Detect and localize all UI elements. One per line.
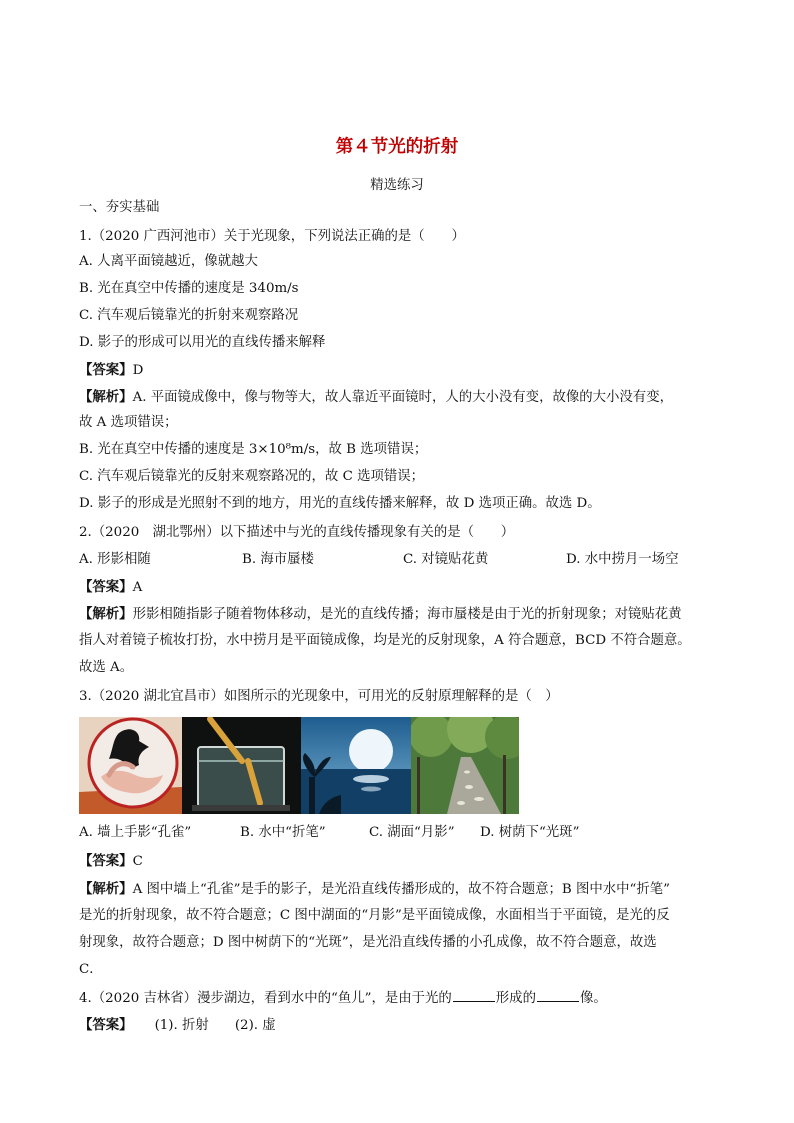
answer-value: C bbox=[132, 854, 143, 869]
q4-stem-part: 像。 bbox=[579, 991, 607, 1006]
section-heading: 一、夯实基础 bbox=[79, 200, 160, 215]
q1-option-c: C. 汽车观后镜靠光的折射来观察路况 bbox=[79, 308, 299, 323]
bent-pencil-image bbox=[182, 717, 301, 814]
q3-stem: 3.（2020 湖北宜昌市）如图所示的光现象中，可用光的反射原理解释的是（ ） bbox=[79, 689, 559, 704]
q1-analysis-line bbox=[79, 388, 673, 407]
answer-blank bbox=[453, 989, 495, 1002]
q4-stem-part: 形成的 bbox=[495, 991, 536, 1006]
page-subtitle: 精选练习 bbox=[370, 178, 424, 193]
analysis-tag: 【解析】 bbox=[79, 606, 133, 622]
page-title: 第４节光的折射 bbox=[335, 137, 459, 157]
q3-analysis-line: C． bbox=[79, 962, 103, 977]
q2-option-b: B. 海市蜃楼 bbox=[242, 552, 314, 567]
moon-reflection-image bbox=[301, 717, 411, 814]
q2-option-a: A. 形影相随 bbox=[79, 552, 151, 567]
analysis-text: A 图中墙上“孔雀”是手的影子，是光沿直线传播形成的，故不符合题意；B 图中水中“折笔” bbox=[132, 882, 671, 897]
answer-value: A bbox=[132, 580, 143, 595]
answer-tag: 【答案】 bbox=[79, 362, 133, 378]
q2-analysis-line bbox=[79, 605, 682, 624]
q2-option-c: C. 对镜贴花黄 bbox=[403, 552, 489, 567]
answer-value: (2). 虚 bbox=[234, 1018, 276, 1033]
q4-stem-part: 4.（2020 吉林省）漫步湖边，看到水中的“鱼儿”，是由于光的 bbox=[79, 991, 452, 1006]
q1-analysis-line: 故 A 选项错误； bbox=[79, 415, 178, 430]
q3-analysis-line: 射现象，故符合题意；D 图中树荫下的“光斑”，是光沿直线传播的小孔成像，故不符合题意，故选 bbox=[79, 935, 657, 950]
analysis-text: A. 平面镜成像中，像与物等大，故人靠近平面镜时，人的大小没有变，故像的大小没有变， bbox=[132, 390, 673, 405]
hand-shadow-image bbox=[79, 717, 182, 814]
q2-options bbox=[79, 551, 679, 569]
answer-tag: 【答案】 bbox=[79, 1017, 133, 1033]
answer-value: D bbox=[132, 363, 144, 378]
q1-analysis-line: B. 光在真空中传播的速度是 3×10⁸m/s，故 B 选项错误； bbox=[79, 442, 428, 457]
q1-option-d: D. 影子的形成可以用光的直线传播来解释 bbox=[79, 335, 326, 350]
q2-analysis-line: 故选 A。 bbox=[79, 660, 134, 675]
analysis-text: 形影相随指影子随着物体移动，是光的直线传播；海市蜃楼是由于光的折射现象；对镜贴花黄 bbox=[132, 607, 682, 622]
q4-answer bbox=[79, 1016, 276, 1035]
q1-option-b: B. 光在真空中传播的速度是 340m/s bbox=[79, 281, 299, 296]
analysis-tag: 【解析】 bbox=[79, 881, 133, 897]
q3-analysis-line bbox=[79, 880, 670, 899]
q3-option-b: B. 水中“折笔” bbox=[240, 825, 326, 840]
tree-light-spots-image bbox=[411, 717, 519, 814]
q1-analysis-line: D. 影子的形成是光照射不到的地方，用光的直线传播来解释，故 D 选项正确。故选 D。 bbox=[79, 496, 601, 511]
q2-option-d: D. 水中捞月一场空 bbox=[566, 552, 679, 567]
q3-options bbox=[79, 824, 579, 842]
q4-stem bbox=[79, 989, 607, 1008]
q2-analysis-line: 指人对着镜子梳妆打扮，水中捞月是平面镜成像，均是光的反射现象，A 符合题意，BCD 不符合题意。 bbox=[79, 633, 691, 648]
q1-option-a: A. 人离平面镜越近，像就越大 bbox=[79, 254, 258, 269]
q1-stem: 1.（2020 广西河池市）关于光现象，下列说法正确的是（ ） bbox=[79, 229, 465, 244]
q1-answer bbox=[79, 361, 143, 380]
answer-tag: 【答案】 bbox=[79, 853, 133, 869]
answer-tag: 【答案】 bbox=[79, 579, 133, 595]
q3-option-d: D. 树荫下“光斑” bbox=[480, 825, 580, 840]
q3-option-c: C. 湖面“月影” bbox=[369, 825, 455, 840]
q3-option-a: A. 墙上手影“孔雀” bbox=[79, 825, 192, 840]
q2-stem: 2.（2020 湖北鄂州）以下描述中与光的直线传播现象有关的是（ ） bbox=[79, 525, 515, 540]
answer-value: (1). 折射 bbox=[154, 1018, 209, 1033]
q2-answer bbox=[79, 578, 142, 597]
q3-analysis-line: 是光的折射现象，故不符合题意；C 图中湖面的“月影”是平面镜成像，水面相当于平面镜，是光的反 bbox=[79, 908, 670, 923]
analysis-tag: 【解析】 bbox=[79, 389, 133, 405]
answer-blank bbox=[537, 989, 579, 1002]
q3-answer bbox=[79, 852, 143, 871]
q1-analysis-line: C. 汽车观后镜靠光的反射来观察路况的，故 C 选项错误； bbox=[79, 469, 425, 484]
